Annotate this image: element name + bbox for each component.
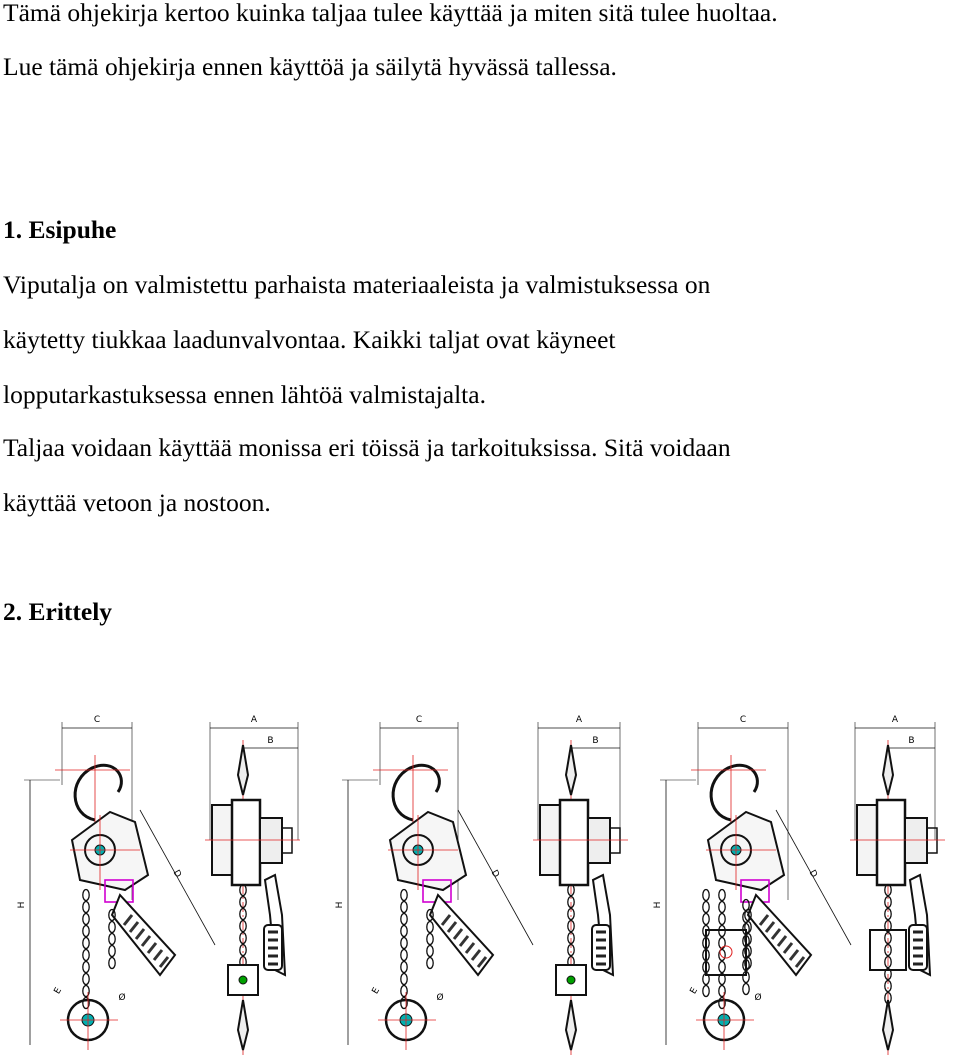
dimension-h-label: H: [653, 901, 663, 909]
dimension-phi-label: Ø: [436, 993, 444, 1003]
section-2-heading: 2. Erittely: [3, 597, 113, 626]
intro-line-2: Lue tämä ohjekirja ennen käyttöä ja säilytä hyvässä tallessa.: [3, 52, 617, 81]
intro-line-1: Tämä ohjekirja kertoo kuinka taljaa tulee käyttää ja miten sitä tulee huoltaa.: [3, 0, 778, 27]
dimension-d-label: D: [806, 868, 819, 880]
dimension-b-label: B: [908, 736, 915, 746]
section-1-line-3: lopputarkastuksessa ennen lähtöä valmistajalta.: [3, 380, 486, 409]
section-1-line-2: käytetty tiukkaa laadunvalvontaa. Kaikki taljat ovat käyneet: [3, 325, 616, 354]
section-1-heading: 1. Esipuhe: [3, 215, 117, 244]
dimension-e-label: E: [52, 986, 65, 996]
section-1-line-1: Viputalja on valmistettu parhaista materiaaleista ja valmistuksessa on: [3, 270, 711, 299]
dimension-d-label: D: [170, 868, 183, 880]
dimension-a-label: A: [250, 715, 258, 725]
dimension-a-label: A: [891, 715, 899, 725]
front-view-1: [17, 715, 215, 1050]
section-1-line-4: Taljaa voidaan käyttää monissa eri töissä ja tarkoituksissa. Sitä voidaan: [3, 433, 731, 462]
dimension-b-label: B: [267, 736, 274, 746]
dimension-phi-label: Ø: [754, 993, 762, 1003]
dimension-b-label: B: [592, 736, 599, 746]
front-view-2: [335, 715, 533, 1050]
dimension-h-label: H: [335, 901, 345, 909]
front-view-3: [653, 715, 851, 1050]
dimension-e-label: E: [370, 986, 383, 996]
dimension-c-label: C: [415, 715, 423, 725]
dimension-a-label: A: [575, 715, 583, 725]
side-view-3: [850, 715, 945, 1055]
dimension-c-label: C: [739, 715, 747, 725]
dimension-d-label: D: [488, 868, 501, 880]
lever-hoist-drawings: [0, 700, 960, 1057]
dimension-phi-label: Ø: [118, 993, 126, 1003]
side-view-1: [205, 715, 300, 1055]
dimension-h-label: H: [17, 901, 27, 909]
dimension-c-label: C: [93, 715, 101, 725]
section-1-line-5: käyttää vetoon ja nostoon.: [3, 488, 271, 517]
side-view-2: [533, 715, 628, 1055]
dimension-e-label: E: [688, 986, 701, 996]
